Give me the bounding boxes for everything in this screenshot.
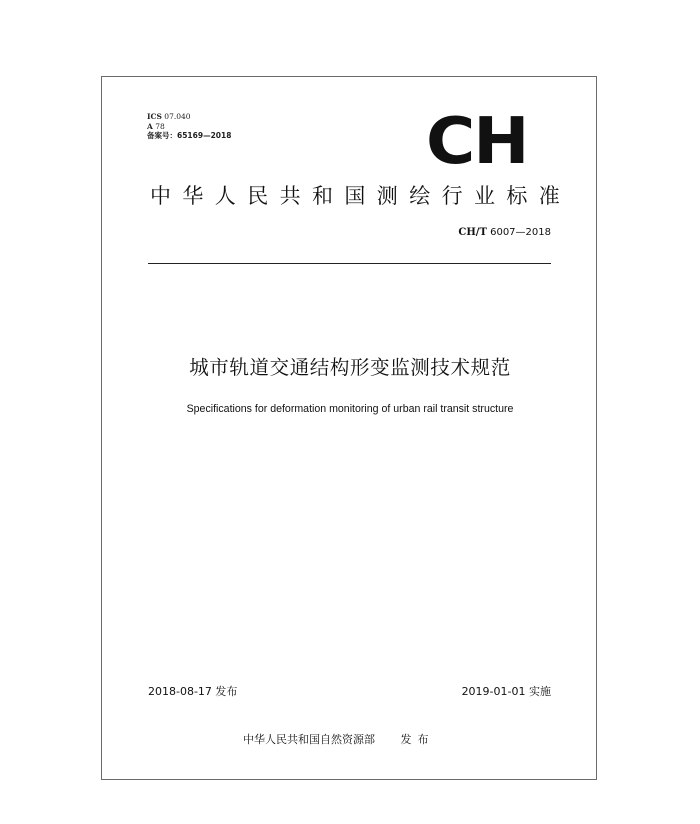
standard-category: 中华人民共和国测绘行业标准 bbox=[150, 184, 572, 208]
standard-number bbox=[458, 226, 551, 240]
filing-number: 备案号：65169—2018 bbox=[147, 131, 232, 140]
publisher-line bbox=[243, 732, 435, 747]
document-title-cn: 城市轨道交通结构形变监测技术规范 bbox=[189, 356, 511, 379]
ch-logo: CH bbox=[426, 105, 528, 179]
header-divider bbox=[148, 263, 551, 264]
standard-number-value: 6007—2018 bbox=[490, 227, 551, 238]
ics-code: 07.040 bbox=[164, 112, 191, 121]
publisher-name: 中华人民共和国自然资源部 bbox=[243, 733, 375, 746]
class-code: 78 bbox=[155, 121, 165, 131]
class-row bbox=[147, 122, 231, 132]
ics-label: ICS bbox=[147, 112, 162, 121]
classification-block bbox=[147, 112, 231, 141]
publisher-action: 发布 bbox=[400, 733, 435, 746]
class-label: A bbox=[147, 121, 153, 131]
issue-date: 2018-08-17 发布 bbox=[148, 685, 238, 698]
document-title-en: Specifications for deformation monitoring of urban rail transit structure bbox=[186, 403, 514, 415]
implementation-date: 2019-01-01 实施 bbox=[461, 685, 551, 698]
standard-number-prefix: CH/T bbox=[458, 227, 487, 238]
ics-row bbox=[147, 112, 231, 122]
